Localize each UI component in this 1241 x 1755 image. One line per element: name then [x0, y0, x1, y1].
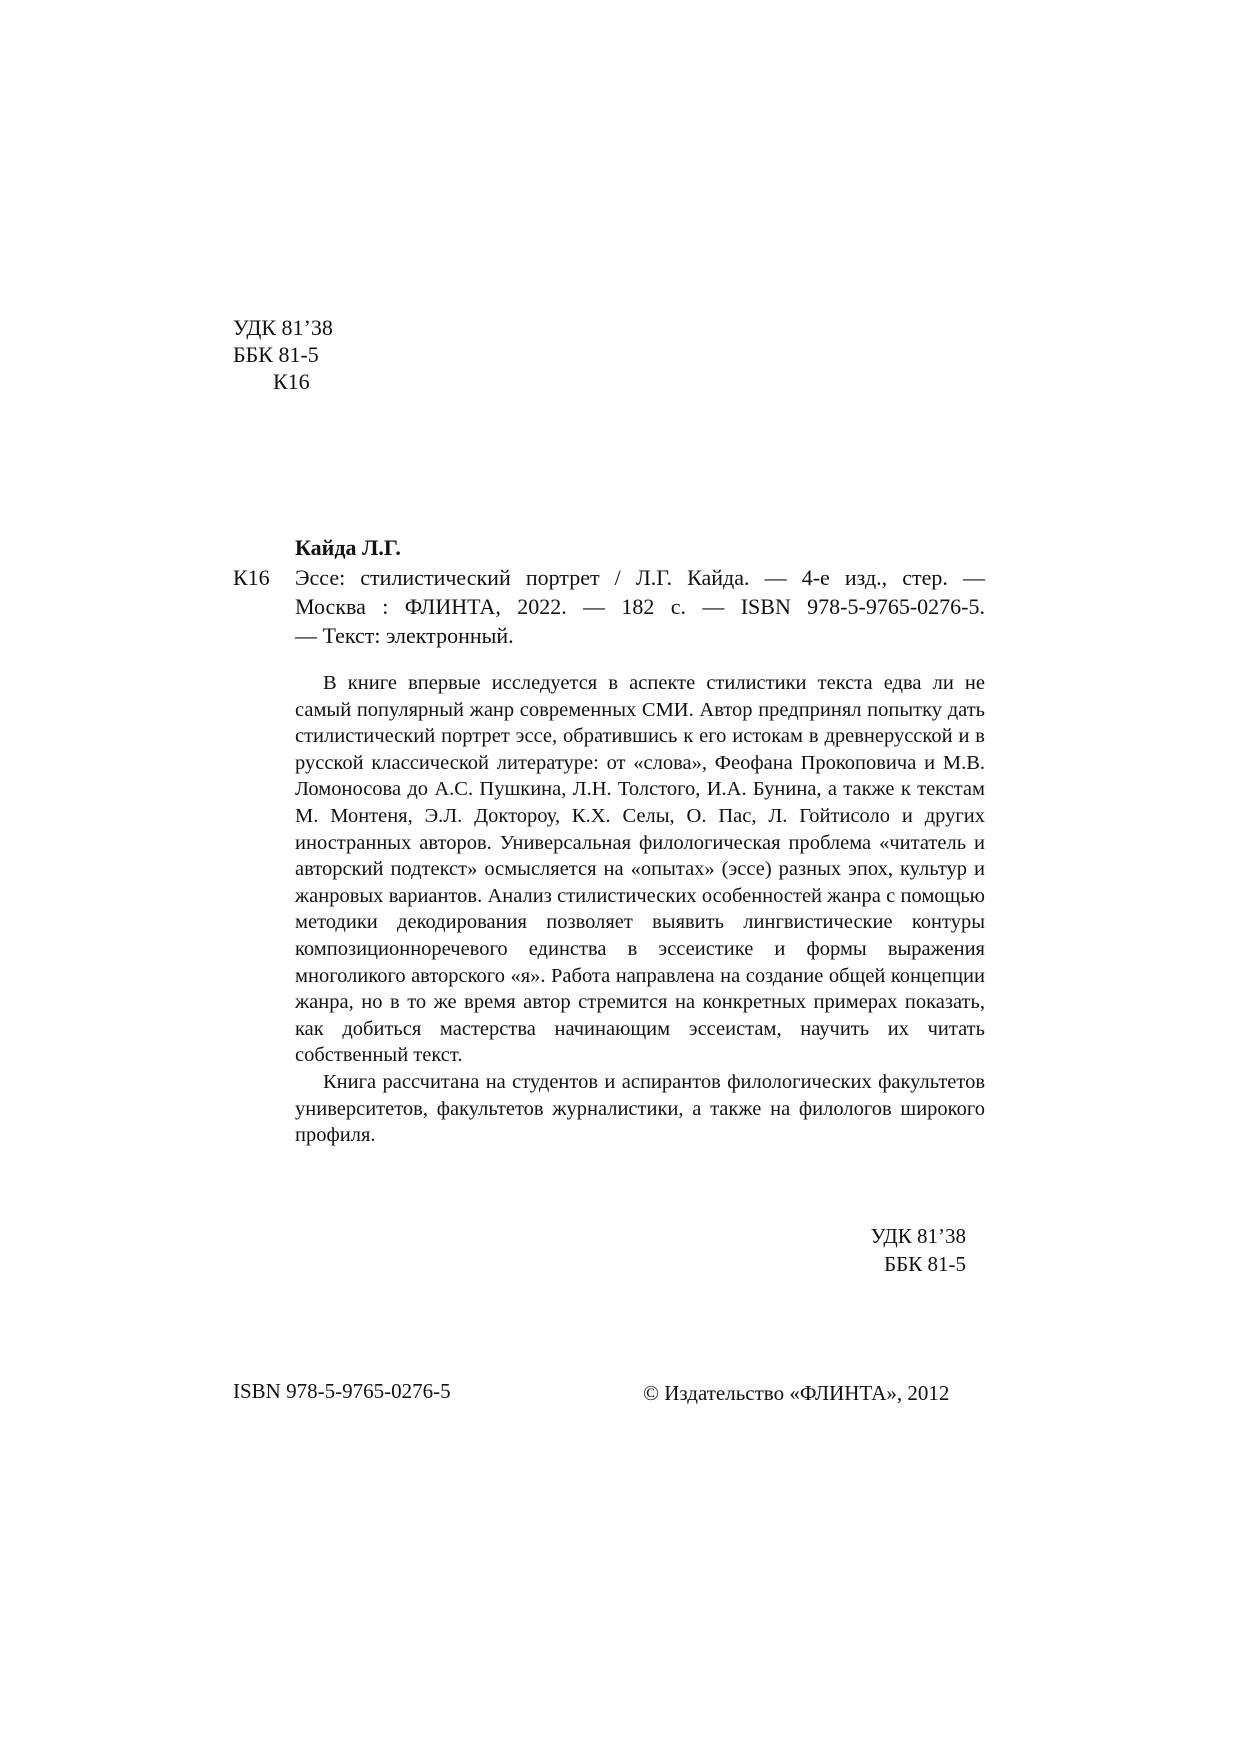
author-mark-side: К16	[233, 565, 270, 590]
classification-block-top	[233, 314, 333, 395]
bbk-code: ББК 81-5	[233, 342, 319, 367]
classification-block-bottom	[858, 1222, 966, 1278]
copyright: © Издательство «ФЛИНТА», 2012	[643, 1381, 950, 1405]
author-mark: К16	[273, 369, 310, 394]
bib-line: — Текст: электронный.	[295, 623, 514, 648]
udk-code: УДК 81’38	[233, 315, 333, 340]
isbn: ISBN 978-5-9765-0276-5	[233, 1379, 451, 1403]
annotation-paragraph: Книга рассчитана на студентов и аспирантов филологических факультетов университетов, факультетов журналистики, а также на филологов широкого профиля.	[295, 1070, 985, 1147]
bibliographic-description	[295, 563, 985, 650]
bbk-code: ББК 81-5	[884, 1252, 966, 1276]
annotation	[295, 670, 985, 1149]
author-heading: Кайда Л.Г.	[295, 535, 401, 560]
annotation-paragraph: В книге впервые исследуется в аспекте стилистики текста едва ли не самый популярный жанр современных СМИ. Автор предпринял попытку дать стилистический портрет эссе, обратившись к его истокам в древнерусской и в русской классической литературе: от «слова», Феофана Прокоповича и М.В. Ломоносова до А.С. Пушкина, Л.Н. Толстого, И.А. Бунина, а также к текстам М. Монтеня, Э.Л. Доктороу, К.Х. Селы, О. Пас, Л. Гойтисоло и других иностранных авторов. Универсальная филологическая проблема «читатель и авторский подтекст» осмысляется на «опытах» (эссе) разных эпох, культур и жанровых вариантов. Анализ стилистических особенностей жанра с помощью методики декодирования позволяет выявить лингвистические контуры композиционноречевого единства в эссеистике и формы выражения многоликого авторского «я». Работа направлена на создание общей концепции жанра, но в то же время автор стремится на конкретных примерах показать, как добиться мастерства начинающим эссеистам, научить их читать собственный текст.	[295, 672, 985, 1067]
bib-line: Эссе: стилистический портрет / Л.Г. Кайда. — 4-е изд., стер. —	[295, 565, 985, 590]
bib-line: Москва : ФЛИНТА, 2022. — 182 с. — ISBN 978-5-9765-0276-5.	[295, 594, 985, 619]
udk-code: УДК 81’38	[870, 1224, 966, 1248]
